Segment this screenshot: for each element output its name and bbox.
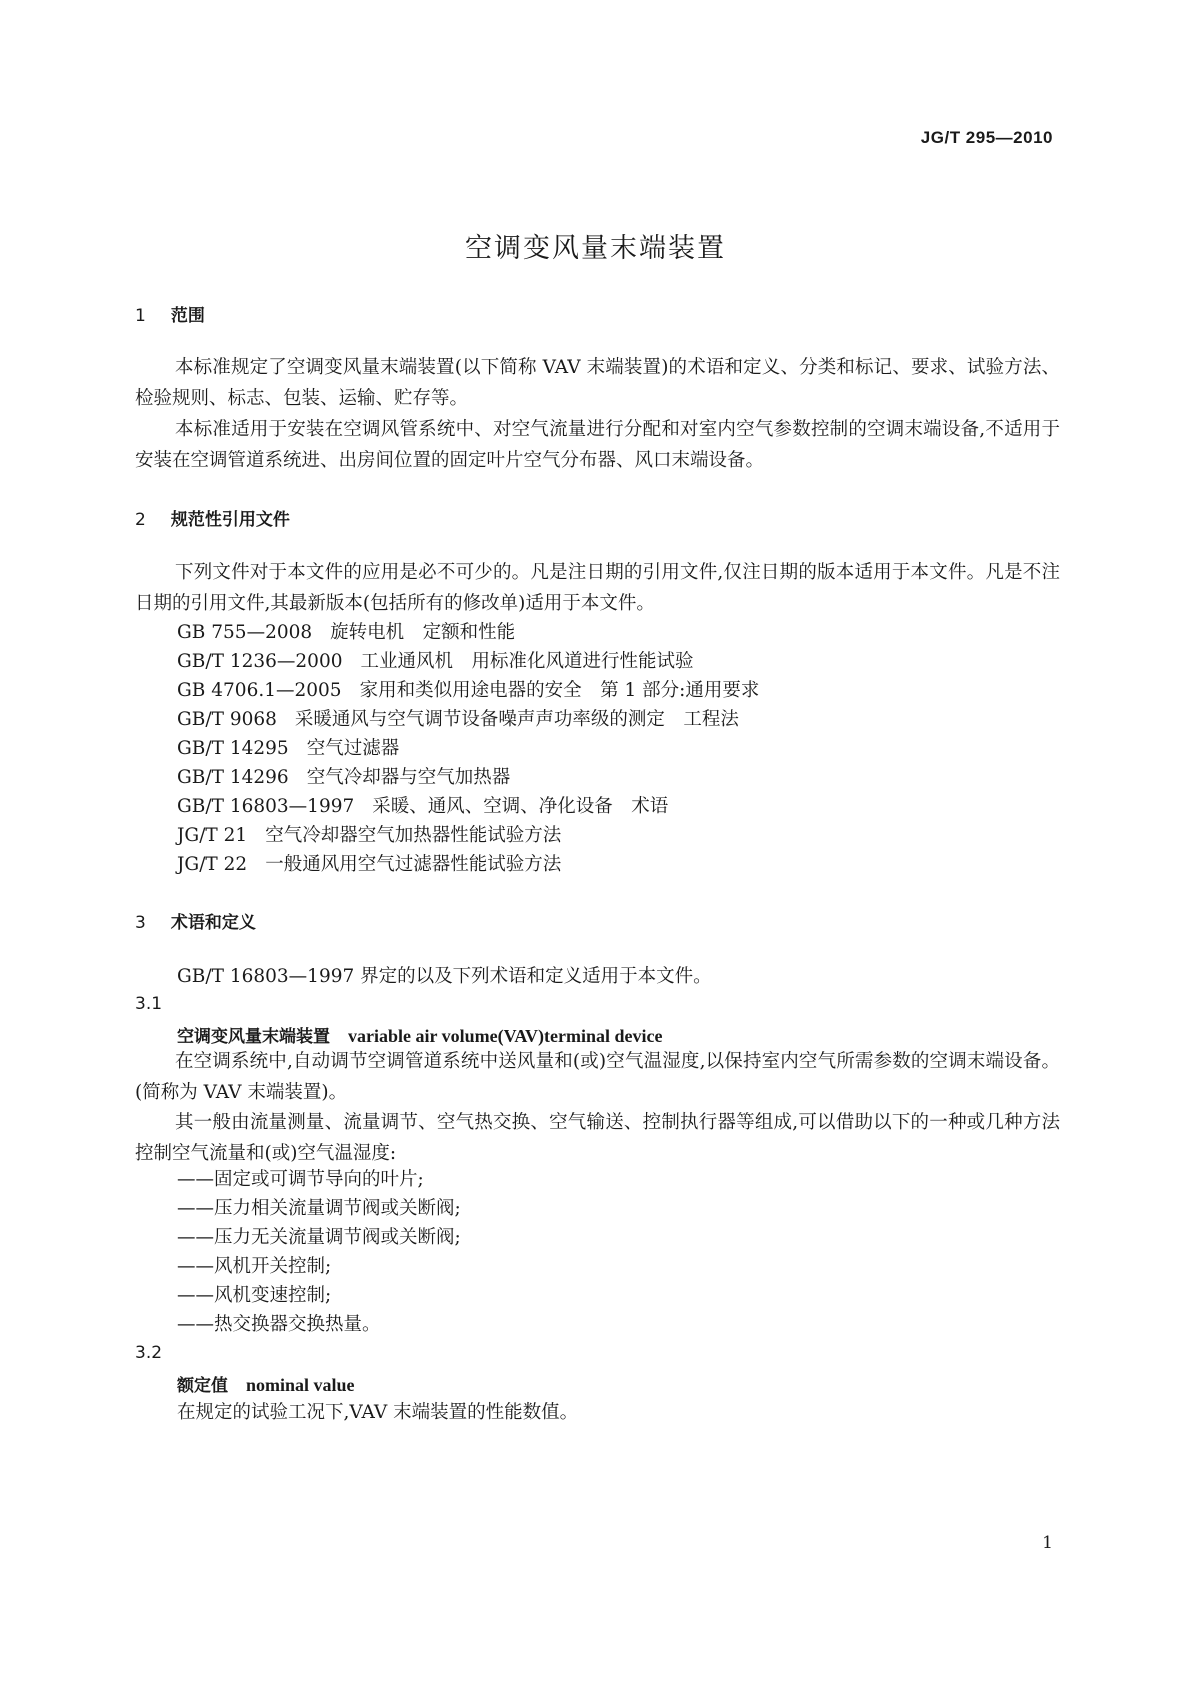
list-item: ——压力相关流量调节阀或关断阀; <box>177 1198 461 1219</box>
reference-code: JG/T 21 <box>177 825 248 846</box>
section-1-heading <box>135 301 205 326</box>
reference-item <box>177 705 739 731</box>
reference-code: GB/T 14295 <box>177 738 289 759</box>
section-1-paragraph-2: 本标准适用于安装在空调风管系统中、对空气流量进行分配和对室内空气参数控制的空调末端设备,不适用于安装在空调管道系统进、出房间位置的固定叶片空气分布器、风口末端设备。 <box>135 419 1060 471</box>
section-3-heading <box>135 908 256 933</box>
section-number: 1 <box>135 306 146 326</box>
list-item: ——固定或可调节导向的叶片; <box>177 1169 424 1190</box>
list-item: ——热交换器交换热量。 <box>177 1314 381 1335</box>
reference-title: 空气冷却器与空气加热器 <box>306 767 511 788</box>
section-2-heading <box>135 505 290 530</box>
reference-title: 旋转电机 定额和性能 <box>330 622 516 643</box>
term-definition: 在空调系统中,自动调节空调管道系统中送风量和(或)空气温湿度,以保持室内空气所需参数的空调末端设备。(简称为 VAV 末端装置)。 <box>135 1051 1060 1103</box>
term-definition: 在规定的试验工况下,VAV 末端装置的性能数值。 <box>177 1402 579 1423</box>
reference-title: 采暖、通风、空调、净化设备 术语 <box>372 796 669 817</box>
section-2-intro: 下列文件对于本文件的应用是必不可少的。凡是注日期的引用文件,仅注日期的版本适用于本文件。凡是不注日期的引用文件,其最新版本(包括所有的修改单)适用于本文件。 <box>135 562 1060 614</box>
reference-item <box>177 792 668 818</box>
reference-code: GB/T 16803—1997 <box>177 796 355 817</box>
reference-item <box>177 734 399 760</box>
reference-code: GB/T 1236—2000 <box>177 651 343 672</box>
section-number: 2 <box>135 510 146 530</box>
term-english: nominal value <box>246 1375 355 1395</box>
term-entry <box>177 1371 355 1396</box>
reference-item <box>177 676 759 702</box>
reference-item <box>177 821 561 847</box>
reference-code: GB/T 9068 <box>177 709 277 730</box>
term-chinese: 额定值 <box>177 1376 228 1396</box>
term-entry <box>177 1022 662 1047</box>
reference-title: 空气过滤器 <box>306 738 400 759</box>
section-number: 3 <box>135 913 146 933</box>
reference-item <box>177 618 515 644</box>
section-title: 范围 <box>170 306 205 326</box>
reference-title: 工业通风机 用标准化风道进行性能试验 <box>360 651 694 672</box>
document-number: JG/T 295—2010 <box>920 128 1053 147</box>
reference-code: GB 4706.1—2005 <box>177 680 342 701</box>
reference-code: GB 755—2008 <box>177 622 313 643</box>
list-item: ——压力无关流量调节阀或关断阀; <box>177 1227 461 1248</box>
section-1-paragraph-1: 本标准规定了空调变风量末端装置(以下简称 VAV 末端装置)的术语和定义、分类和标记、要求、试验方法、检验规则、标志、包装、运输、贮存等。 <box>135 357 1060 409</box>
page-title: 空调变风量末端装置 <box>465 233 726 264</box>
section-title: 规范性引用文件 <box>170 510 290 530</box>
reference-title: 采暖通风与空气调节设备噪声声功率级的测定 工程法 <box>294 709 739 730</box>
reference-code: GB/T 14296 <box>177 767 289 788</box>
term-english: variable air volume(VAV)terminal device <box>348 1026 663 1046</box>
section-title: 术语和定义 <box>170 913 256 933</box>
reference-title: 家用和类似用途电器的安全 第 1 部分:通用要求 <box>359 680 760 701</box>
list-item: ——风机开关控制; <box>177 1256 332 1277</box>
clause-number: 3.2 <box>135 1343 163 1363</box>
list-item: ——风机变速控制; <box>177 1285 332 1306</box>
section-3-intro: GB/T 16803—1997 界定的以及下列术语和定义适用于本文件。 <box>177 966 712 987</box>
reference-item <box>177 763 510 789</box>
page-number: 1 <box>1042 1533 1053 1553</box>
term-note: 其一般由流量测量、流量调节、空气热交换、空气输送、控制执行器等组成,可以借助以下的一种或几种方法控制空气流量和(或)空气温湿度: <box>135 1112 1060 1164</box>
reference-title: 空气冷却器空气加热器性能试验方法 <box>265 825 562 846</box>
reference-code: JG/T 22 <box>177 854 248 875</box>
clause-number: 3.1 <box>135 994 163 1014</box>
term-chinese: 空调变风量末端装置 <box>177 1027 330 1047</box>
reference-item <box>177 850 561 876</box>
reference-item <box>177 647 694 673</box>
reference-title: 一般通风用空气过滤器性能试验方法 <box>265 854 562 875</box>
